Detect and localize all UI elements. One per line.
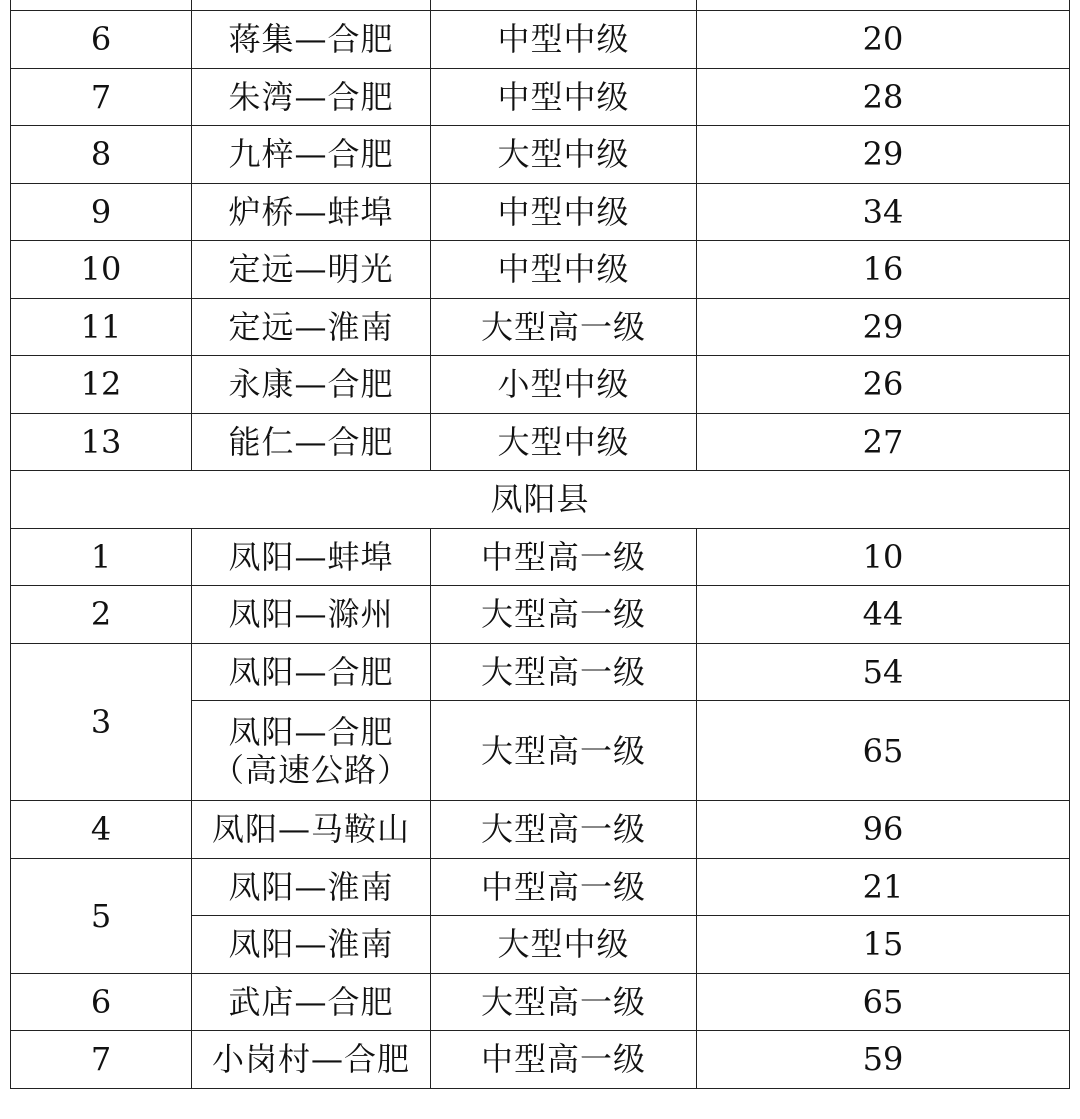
route-cell: 凤阳—滁州 [192,586,431,644]
row-number: 11 [11,298,192,356]
vehicle-type-cell: 中型高一级 [431,528,697,586]
value-cell: 65 [697,973,1070,1031]
row-number: 1 [11,528,192,586]
value-cell: 28 [697,68,1070,126]
value-cell: 59 [697,1031,1070,1089]
value-cell: 15 [697,916,1070,974]
value-cell: 20 [697,11,1070,69]
row-number: 10 [11,241,192,299]
table-row [11,858,1070,916]
vehicle-type-cell: 大型高一级 [431,586,697,644]
route-cell: 定远—明光 [192,241,431,299]
vehicle-type-cell: 大型高一级 [431,801,697,859]
vehicle-type-cell: 大型高一级 [431,701,697,801]
vehicle-type-cell: 中型中级 [431,241,697,299]
value-cell: 10 [697,528,1070,586]
vehicle-type-cell: 大型高一级 [431,973,697,1031]
vehicle-type-cell: 大型中级 [431,413,697,471]
row-number: 4 [11,801,192,859]
route-fare-table [10,0,1070,1089]
row-number: 6 [11,11,192,69]
value-cell: 29 [697,126,1070,184]
table-row [11,68,1070,126]
table-row [11,241,1070,299]
section-title: 凤阳县 [11,471,1070,529]
value-cell: 34 [697,183,1070,241]
value-cell: 44 [697,586,1070,644]
row-number: 7 [11,1031,192,1089]
route-note: （高速公路） [211,750,410,789]
table-row [11,528,1070,586]
value-cell: 65 [697,701,1070,801]
row-number: 5 [11,858,192,973]
route-cell: 永康—合肥 [192,356,431,414]
value-cell: 26 [697,356,1070,414]
route-cell: 定远—淮南 [192,298,431,356]
table-row [11,126,1070,184]
route-cell: 能仁—合肥 [192,413,431,471]
vehicle-type-cell: 中型高一级 [431,1031,697,1089]
vehicle-type-cell: 大型高一级 [431,298,697,356]
vehicle-type-cell: 大型高一级 [431,643,697,701]
vehicle-type-cell: 大型中级 [431,916,697,974]
table-row [11,1031,1070,1089]
route-cell: 凤阳—马鞍山 [192,801,431,859]
vehicle-type-cell: 小型中级 [431,356,697,414]
row-number: 12 [11,356,192,414]
value-cell: 21 [697,858,1070,916]
route-cell: 小岗村—合肥 [192,1031,431,1089]
table-row [11,801,1070,859]
row-number: 7 [11,68,192,126]
value-cell: 16 [697,241,1070,299]
vehicle-type-cell: 中型高一级 [431,858,697,916]
vehicle-type-cell: 中型中级 [431,68,697,126]
value-cell: 29 [697,298,1070,356]
table-row [11,586,1070,644]
route-cell: 凤阳—蚌埠 [192,528,431,586]
row-number: 8 [11,126,192,184]
value-cell: 96 [697,801,1070,859]
route-cell: 炉桥—蚌埠 [192,183,431,241]
table-row [11,643,1070,701]
table-row [11,413,1070,471]
row-number: 2 [11,586,192,644]
table-row [11,183,1070,241]
route-line: 凤阳—合肥 [228,712,394,751]
section-header-row [11,471,1070,529]
table-row [11,356,1070,414]
vehicle-type-cell: 中型中级 [431,183,697,241]
route-cell: 朱湾—合肥 [192,68,431,126]
route-cell: 凤阳—合肥 [192,643,431,701]
route-cell: 九梓—合肥 [192,126,431,184]
vehicle-type-cell: 大型中级 [431,126,697,184]
row-number: 3 [11,643,192,801]
route-cell [192,701,431,801]
route-cell: 蒋集—合肥 [192,11,431,69]
row-number: 6 [11,973,192,1031]
row-number: 9 [11,183,192,241]
table-row [11,298,1070,356]
route-cell: 凤阳—淮南 [192,858,431,916]
route-cell: 凤阳—淮南 [192,916,431,974]
route-cell: 武店—合肥 [192,973,431,1031]
vehicle-type-cell: 中型中级 [431,11,697,69]
value-cell: 27 [697,413,1070,471]
row-number: 13 [11,413,192,471]
table-row-clipped [11,0,1070,11]
table-row [11,973,1070,1031]
value-cell: 54 [697,643,1070,701]
table-row [11,11,1070,69]
